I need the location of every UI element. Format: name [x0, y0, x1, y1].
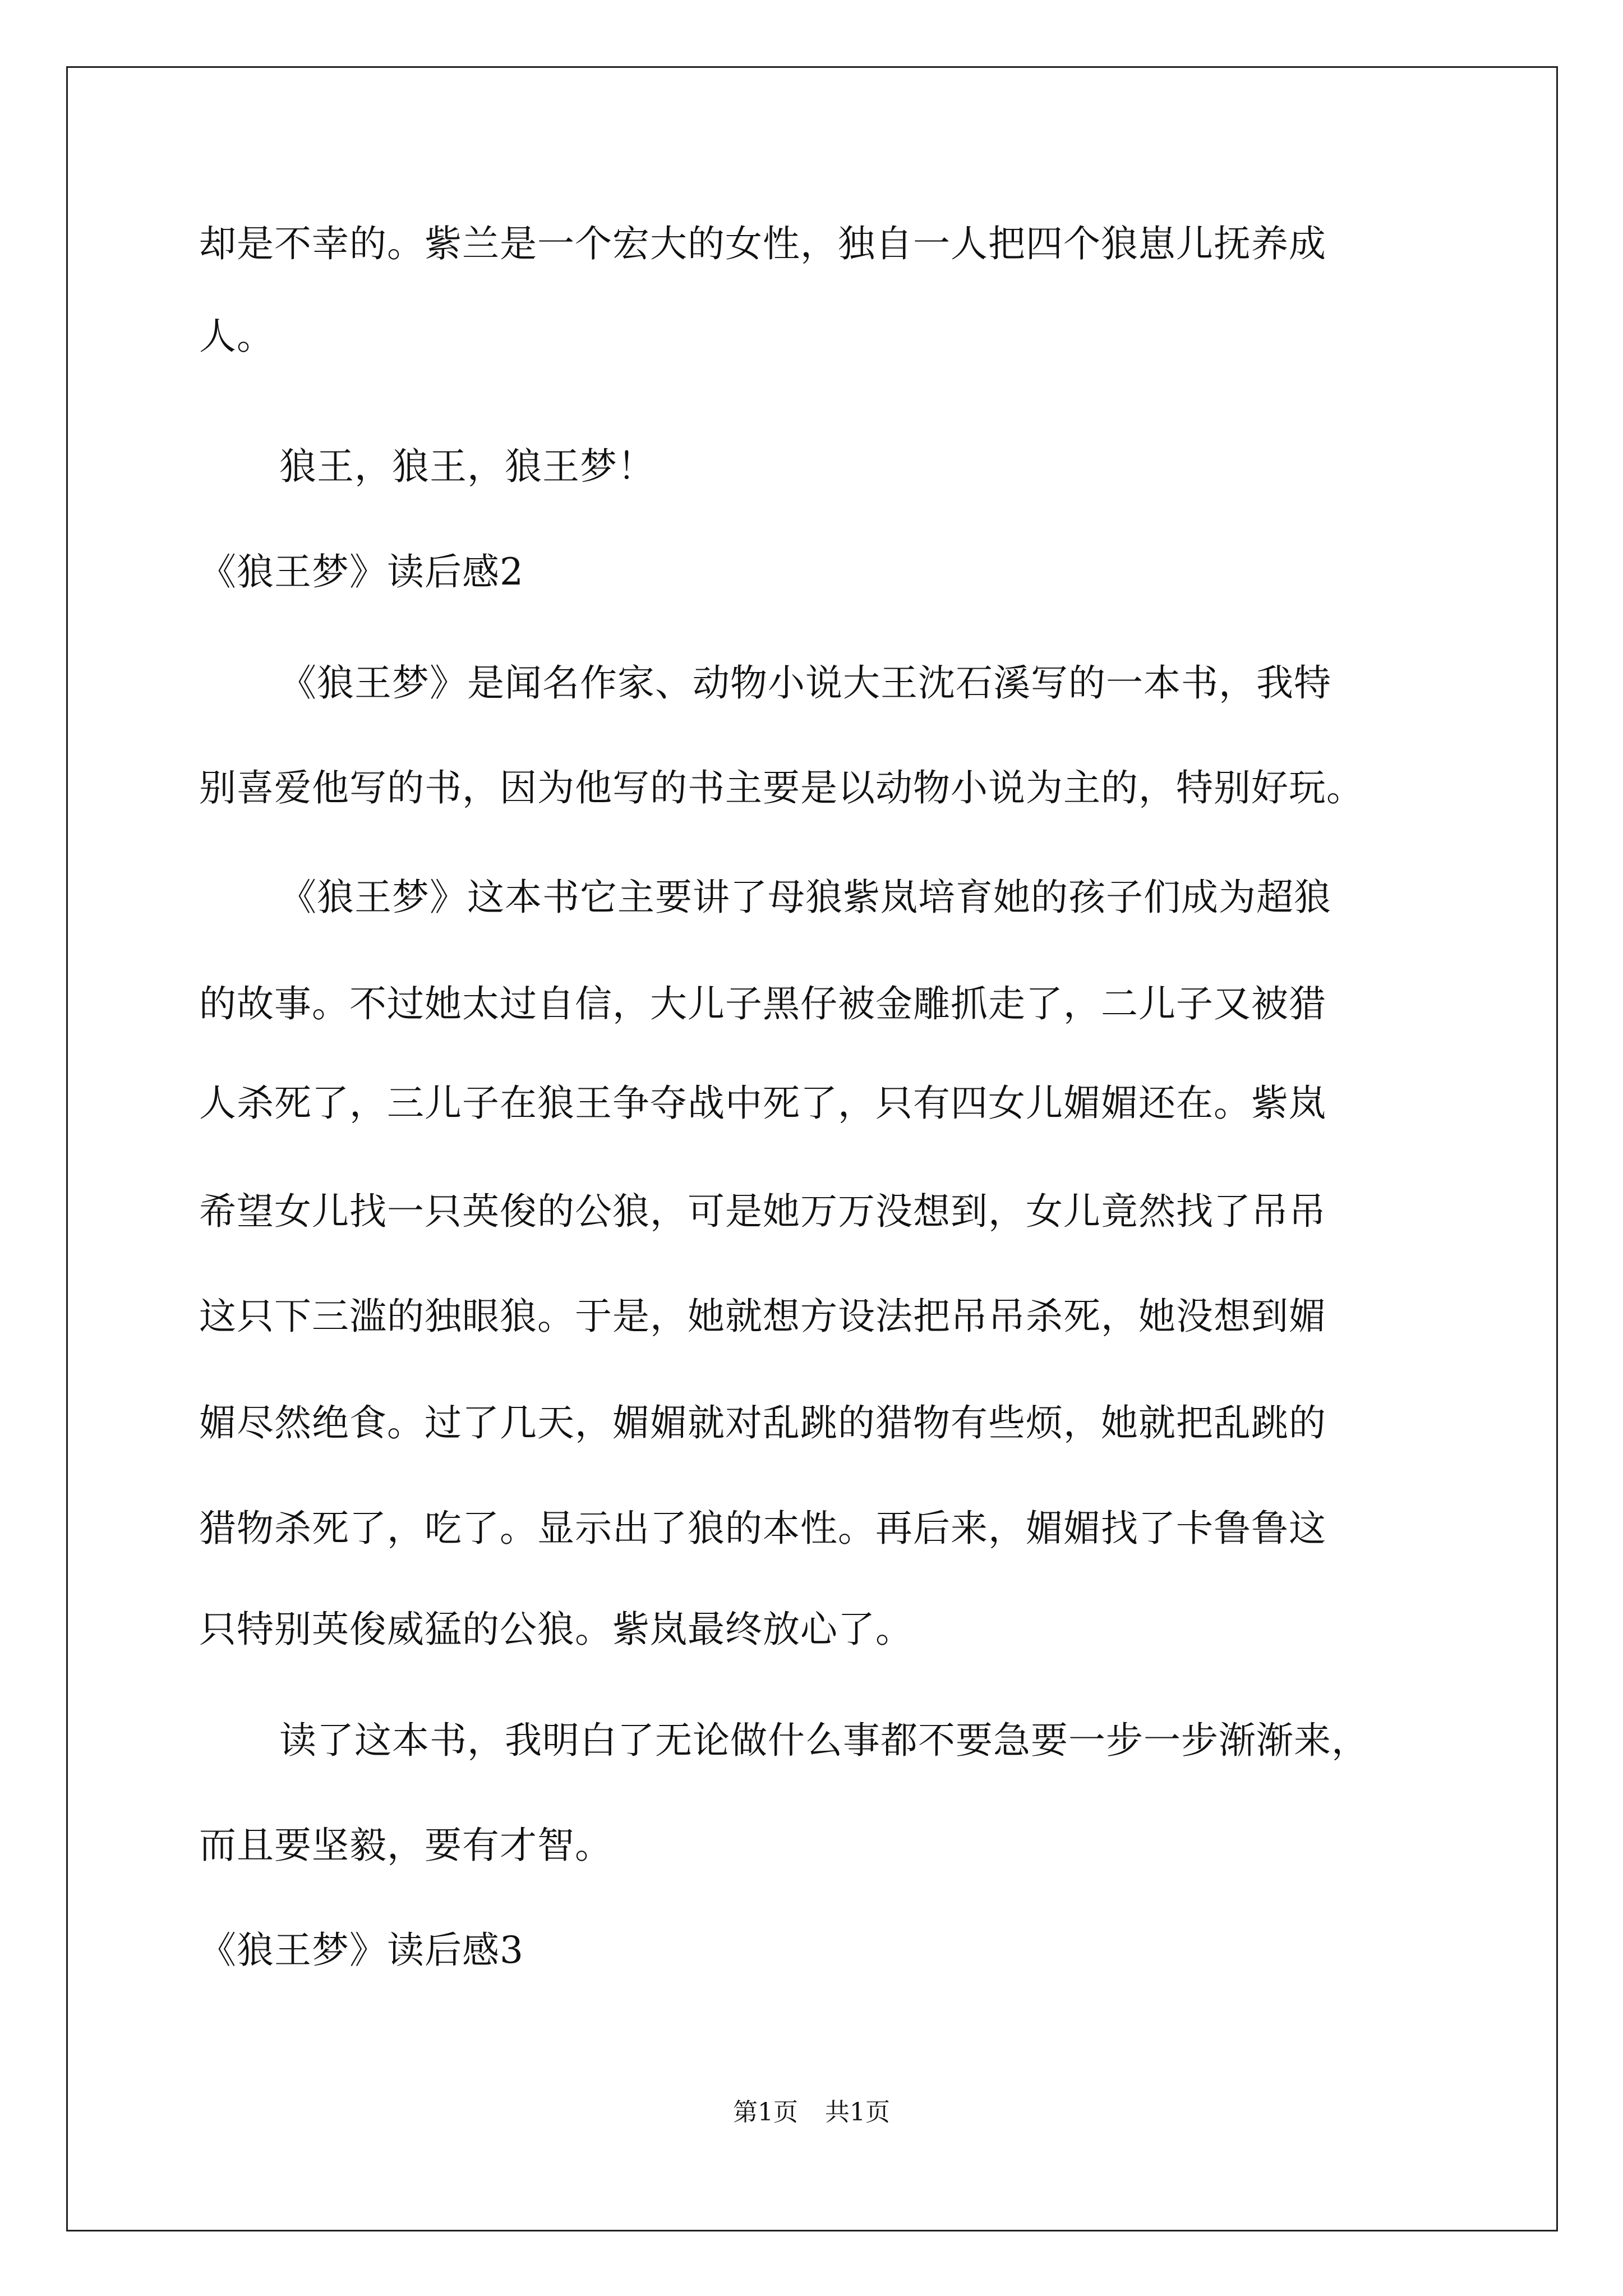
text-line: 《狼王梦》是闻名作家、动物小说大王沈石溪写的一本书，我特 [279, 661, 1331, 705]
text-line: 人。 [199, 315, 274, 358]
text-line: 这只下三滥的独眼狼。于是，她就想方设法把吊吊杀死，她没想到媚 [199, 1295, 1326, 1338]
page-total: 共1页 [825, 2098, 890, 2127]
text-line: 希望女儿找一只英俊的公狼，可是她万万没想到，女儿竟然找了吊吊 [199, 1190, 1326, 1233]
text-line: 却是不幸的。紫兰是一个宏大的女性，独自一人把四个狼崽儿抚养成 [199, 222, 1326, 265]
page-number: 第1页 [733, 2098, 798, 2127]
page-border [66, 66, 1558, 2231]
text-line: 只特别英俊威猛的公狼。紫岚最终放心了。 [199, 1608, 913, 1651]
section-heading: 《狼王梦》读后感2 [199, 550, 524, 593]
text-line: 的故事。不过她太过自信，大儿子黑仔被金雕抓走了，二儿子又被猎 [199, 982, 1326, 1025]
text-line: 读了这本书，我明白了无论做什么事都不要急要一步一步渐渐来， [279, 1719, 1369, 1762]
text-line: 狼王，狼王，狼王梦！ [279, 445, 655, 488]
text-line: 猎物杀死了，吃了。显示出了狼的本性。再后来，媚媚找了卡鲁鲁这 [199, 1507, 1326, 1550]
page-footer [0, 2097, 1623, 2128]
text-line: 媚尽然绝食。过了几天，媚媚就对乱跳的猎物有些烦，她就把乱跳的 [199, 1401, 1326, 1444]
text-line: 人杀死了，三儿子在狼王争夺战中死了，只有四女儿媚媚还在。紫岚 [199, 1082, 1326, 1125]
text-line: 而且要坚毅，要有才智。 [199, 1824, 612, 1867]
section-heading: 《狼王梦》读后感3 [199, 1929, 524, 1972]
text-line: 《狼王梦》这本书它主要讲了母狼紫岚培育她的孩子们成为超狼 [279, 876, 1331, 919]
text-line: 别喜爱他写的书，因为他写的书主要是以动物小说为主的，特别好玩。 [199, 766, 1364, 809]
